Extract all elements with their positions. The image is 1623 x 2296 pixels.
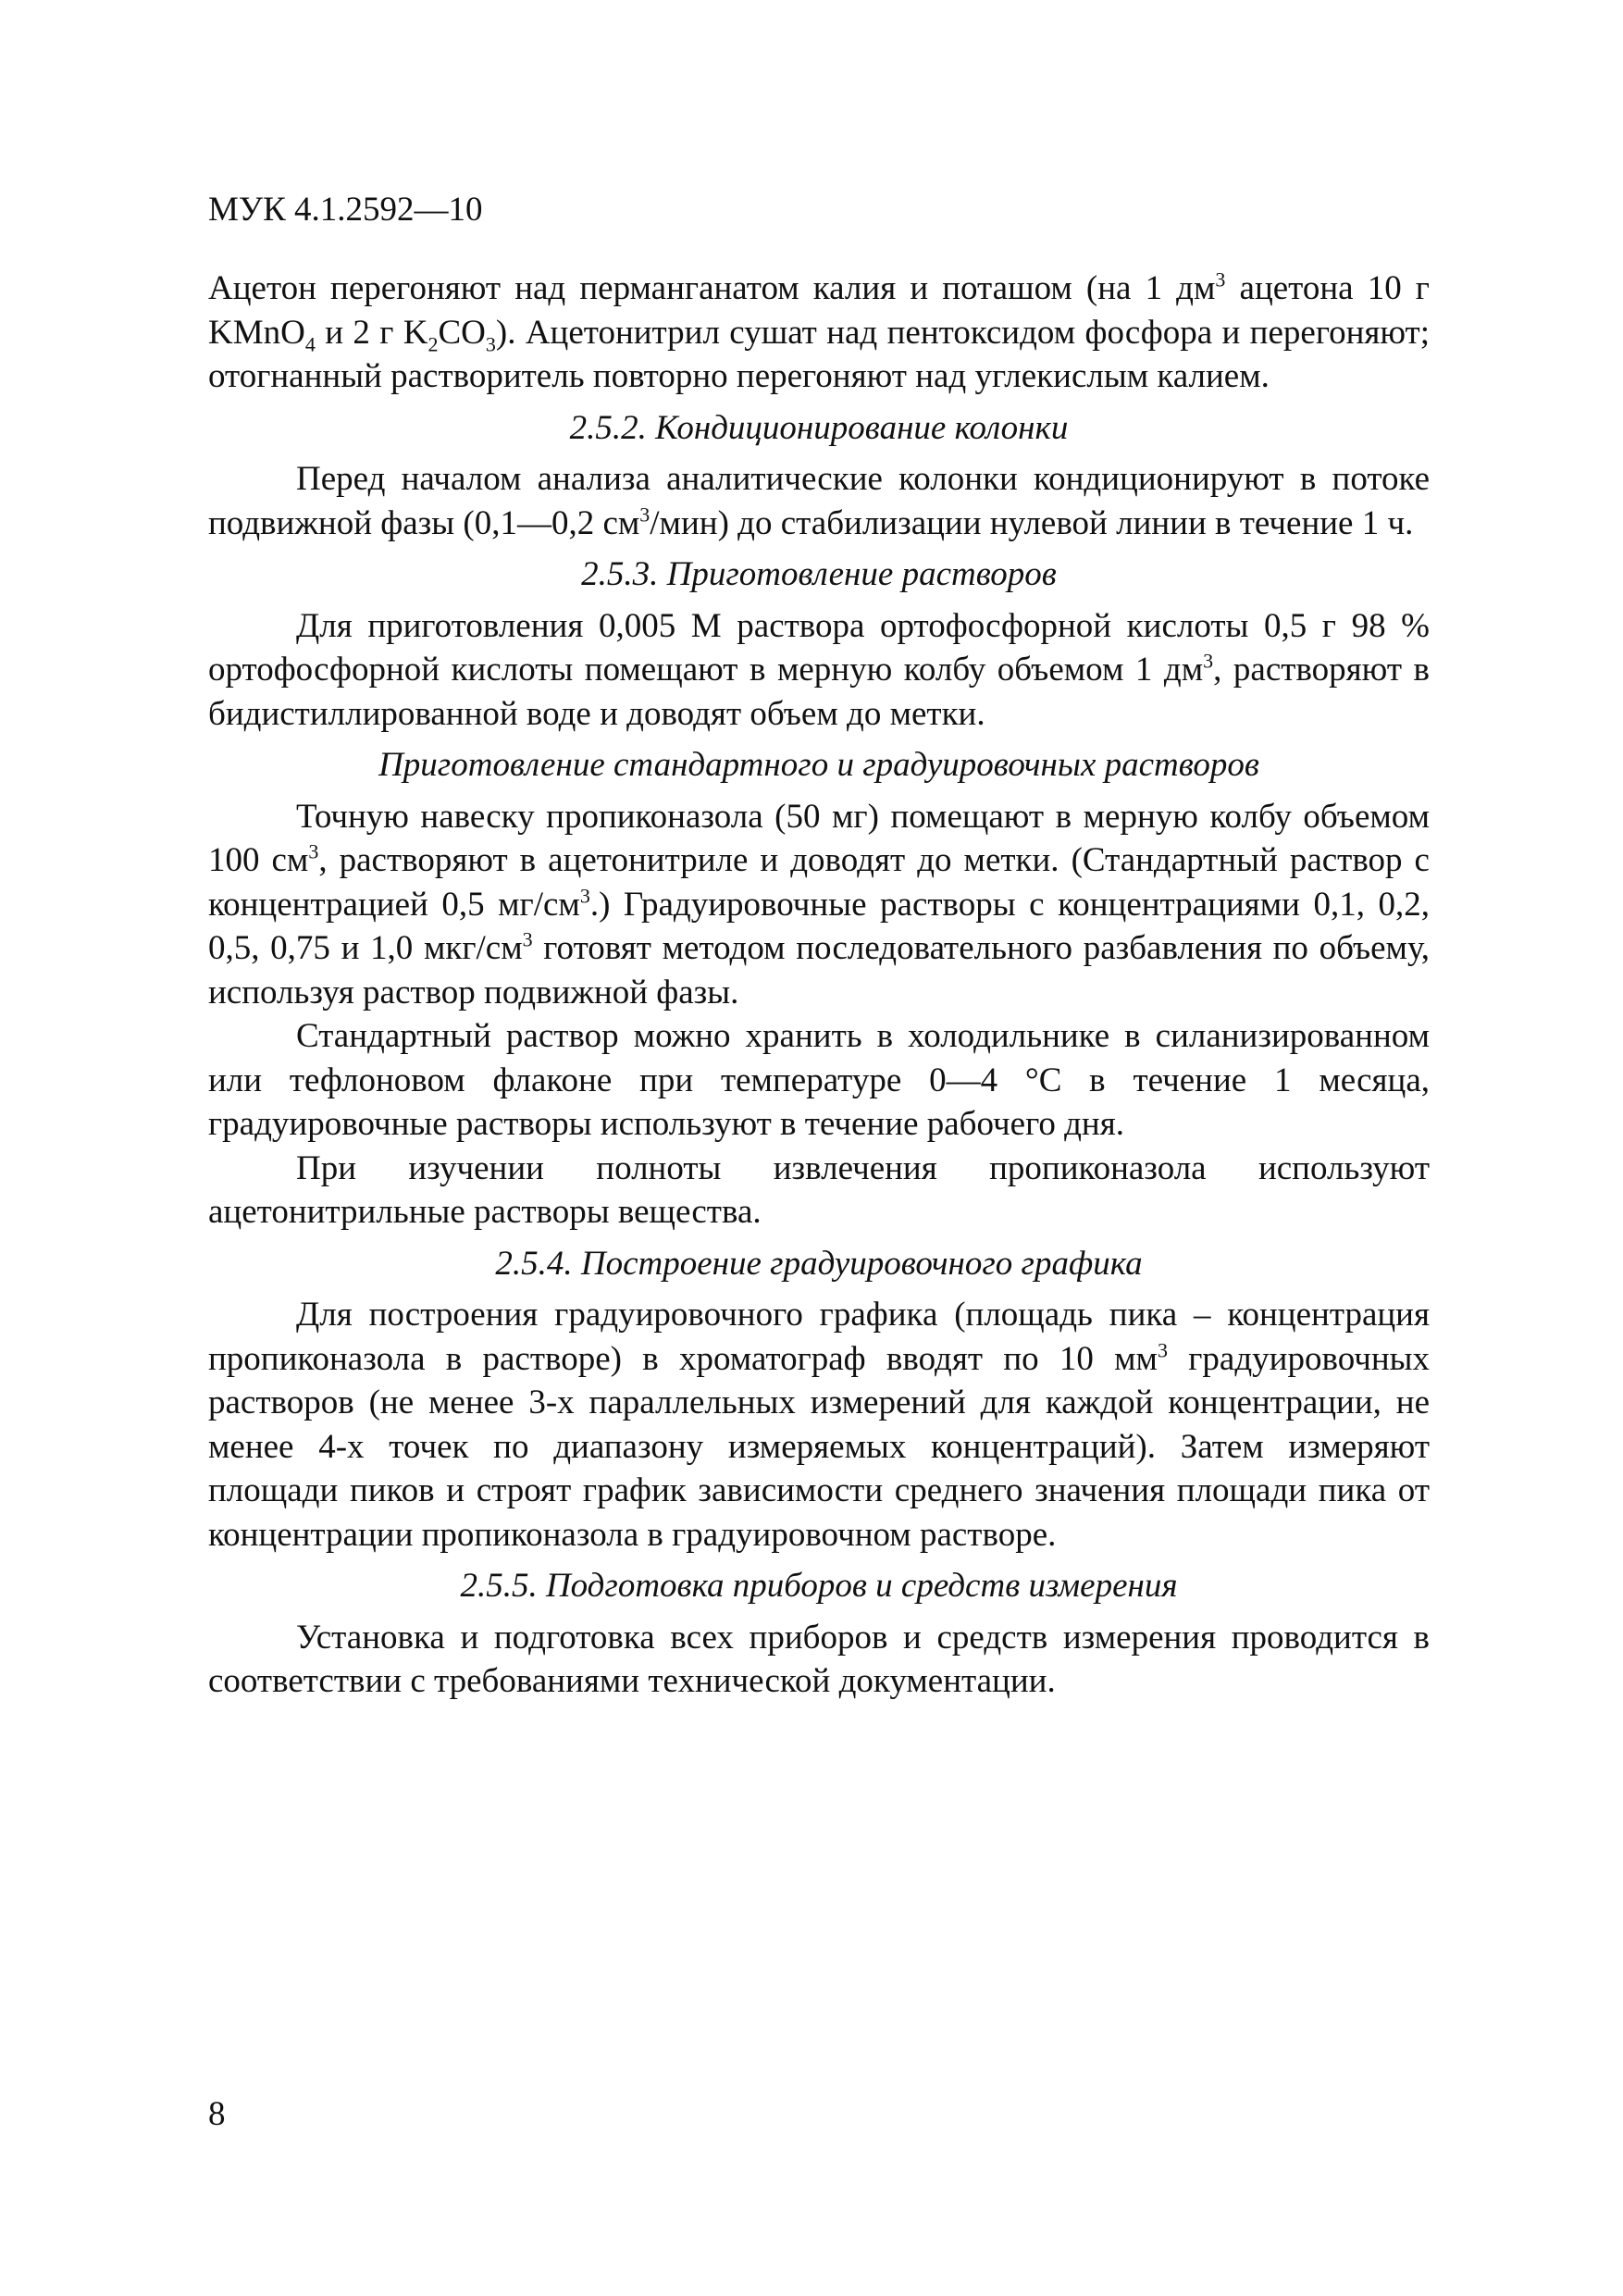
subscript: 4 (304, 331, 316, 355)
text-run: Для приготовления 0,005 М раствора ортофосфорной кислоты 0,5 г 98 % ортофосфорной кислоты помещают в мерную колбу объемом 1 дм (208, 606, 1430, 689)
paragraph-storage: Стандартный раствор можно хранить в холодильнике в силанизированном или тефлоновом флаконе при температуре 0—4 °С в течение 1 месяца, градуировочные растворы используют в течение рабочего дня. (208, 1017, 1430, 1143)
text-run: , растворяют в ацетонитриле и доводят до метки. (Стандартный раствор с концентрацией 0,5 мг/см (208, 841, 1430, 924)
superscript: 3 (639, 503, 650, 527)
text-run: .) Градуировочные растворы с концентрациями 0,1, 0,2, 0,5, 0,75 и 1,0 мкг/см (208, 885, 1430, 967)
text-run: , растворяют в бидистиллированной воде и доводят объем до метки. (208, 651, 1430, 733)
section-heading-2-5-2: 2.5.2. Кондиционирование колонки (569, 408, 1069, 447)
page-number: 8 (208, 2095, 226, 2133)
text-run: ацетона 10 г KMnO (208, 269, 1430, 352)
paragraph-instrument-preparation: Установка и подготовка всех приборов и средств измерения проводится в соответствии с требованиями технической документации. (208, 1618, 1430, 1700)
text-run: и 2 г K (315, 313, 428, 352)
paragraph-acetone-purification (208, 267, 1430, 399)
text-run: градуировочных растворов (не менее 3-х параллельных измерений для каждой концентрации, не менее 4-х точек по диапазону измеряемых концентраций). Затем измеряют площади пиков и строят график зависимости среднего значения площади пика от концентрации пропиконазола в градуировочном растворе. (208, 1339, 1430, 1554)
document-code-header: МУК 4.1.2592—10 (208, 191, 483, 229)
superscript: 3 (522, 927, 533, 951)
subsection-heading-standard-solutions: Приготовление стандартного и градуировочных растворов (378, 746, 1259, 784)
subscript: 2 (427, 331, 439, 355)
superscript: 3 (308, 839, 319, 863)
superscript: 3 (1203, 649, 1214, 673)
superscript: 3 (579, 884, 590, 908)
paragraph-recovery-study: При изучении полноты извлечения пропиконазола используют ацетонитрильные растворы вещества. (208, 1148, 1430, 1231)
section-heading-2-5-4: 2.5.4. Построение градуировочного графика (495, 1244, 1143, 1283)
superscript: 3 (1157, 1338, 1168, 1362)
section-heading-2-5-5: 2.5.5. Подготовка приборов и средств измерения (460, 1567, 1178, 1605)
superscript: 3 (1215, 267, 1226, 292)
paragraph-calibration-curve (208, 1293, 1430, 1557)
text-run: /мин) до стабилизации нулевой линии в течение 1 ч. (650, 503, 1414, 542)
text-run: CO (438, 313, 486, 352)
subscript: 3 (485, 331, 496, 355)
paragraph-standard-solution (208, 795, 1430, 1015)
text-run: Точную навеску пропиконазола (50 мг) помещают в мерную колбу объемом 100 см (208, 797, 1430, 879)
document-body (208, 267, 1430, 1704)
paragraph-solution-preparation (208, 604, 1430, 737)
text-run: ). Ацетонитрил сушат над пентоксидом фосфора и перегоняют; отогнанный растворитель повторно перегоняют над углекислым калием. (208, 313, 1430, 395)
paragraph-column-conditioning (208, 457, 1430, 545)
text-run: Ацетон перегоняют над перманганатом калия и поташом (на 1 дм (208, 269, 1216, 307)
text-run: Перед началом анализа аналитические колонки кондиционируют в потоке подвижной фазы (0,1—0,2 см (208, 460, 1430, 542)
text-run: Для построения градуировочного графика (площадь пика – концентрация пропиконазола в растворе) в хроматограф вводят по 10 мм (208, 1296, 1430, 1378)
text-run: готовят методом последовательного разбавления по объему, используя раствор подвижной фазы. (208, 929, 1431, 1011)
section-heading-2-5-3: 2.5.3. Приготовление растворов (581, 555, 1057, 593)
